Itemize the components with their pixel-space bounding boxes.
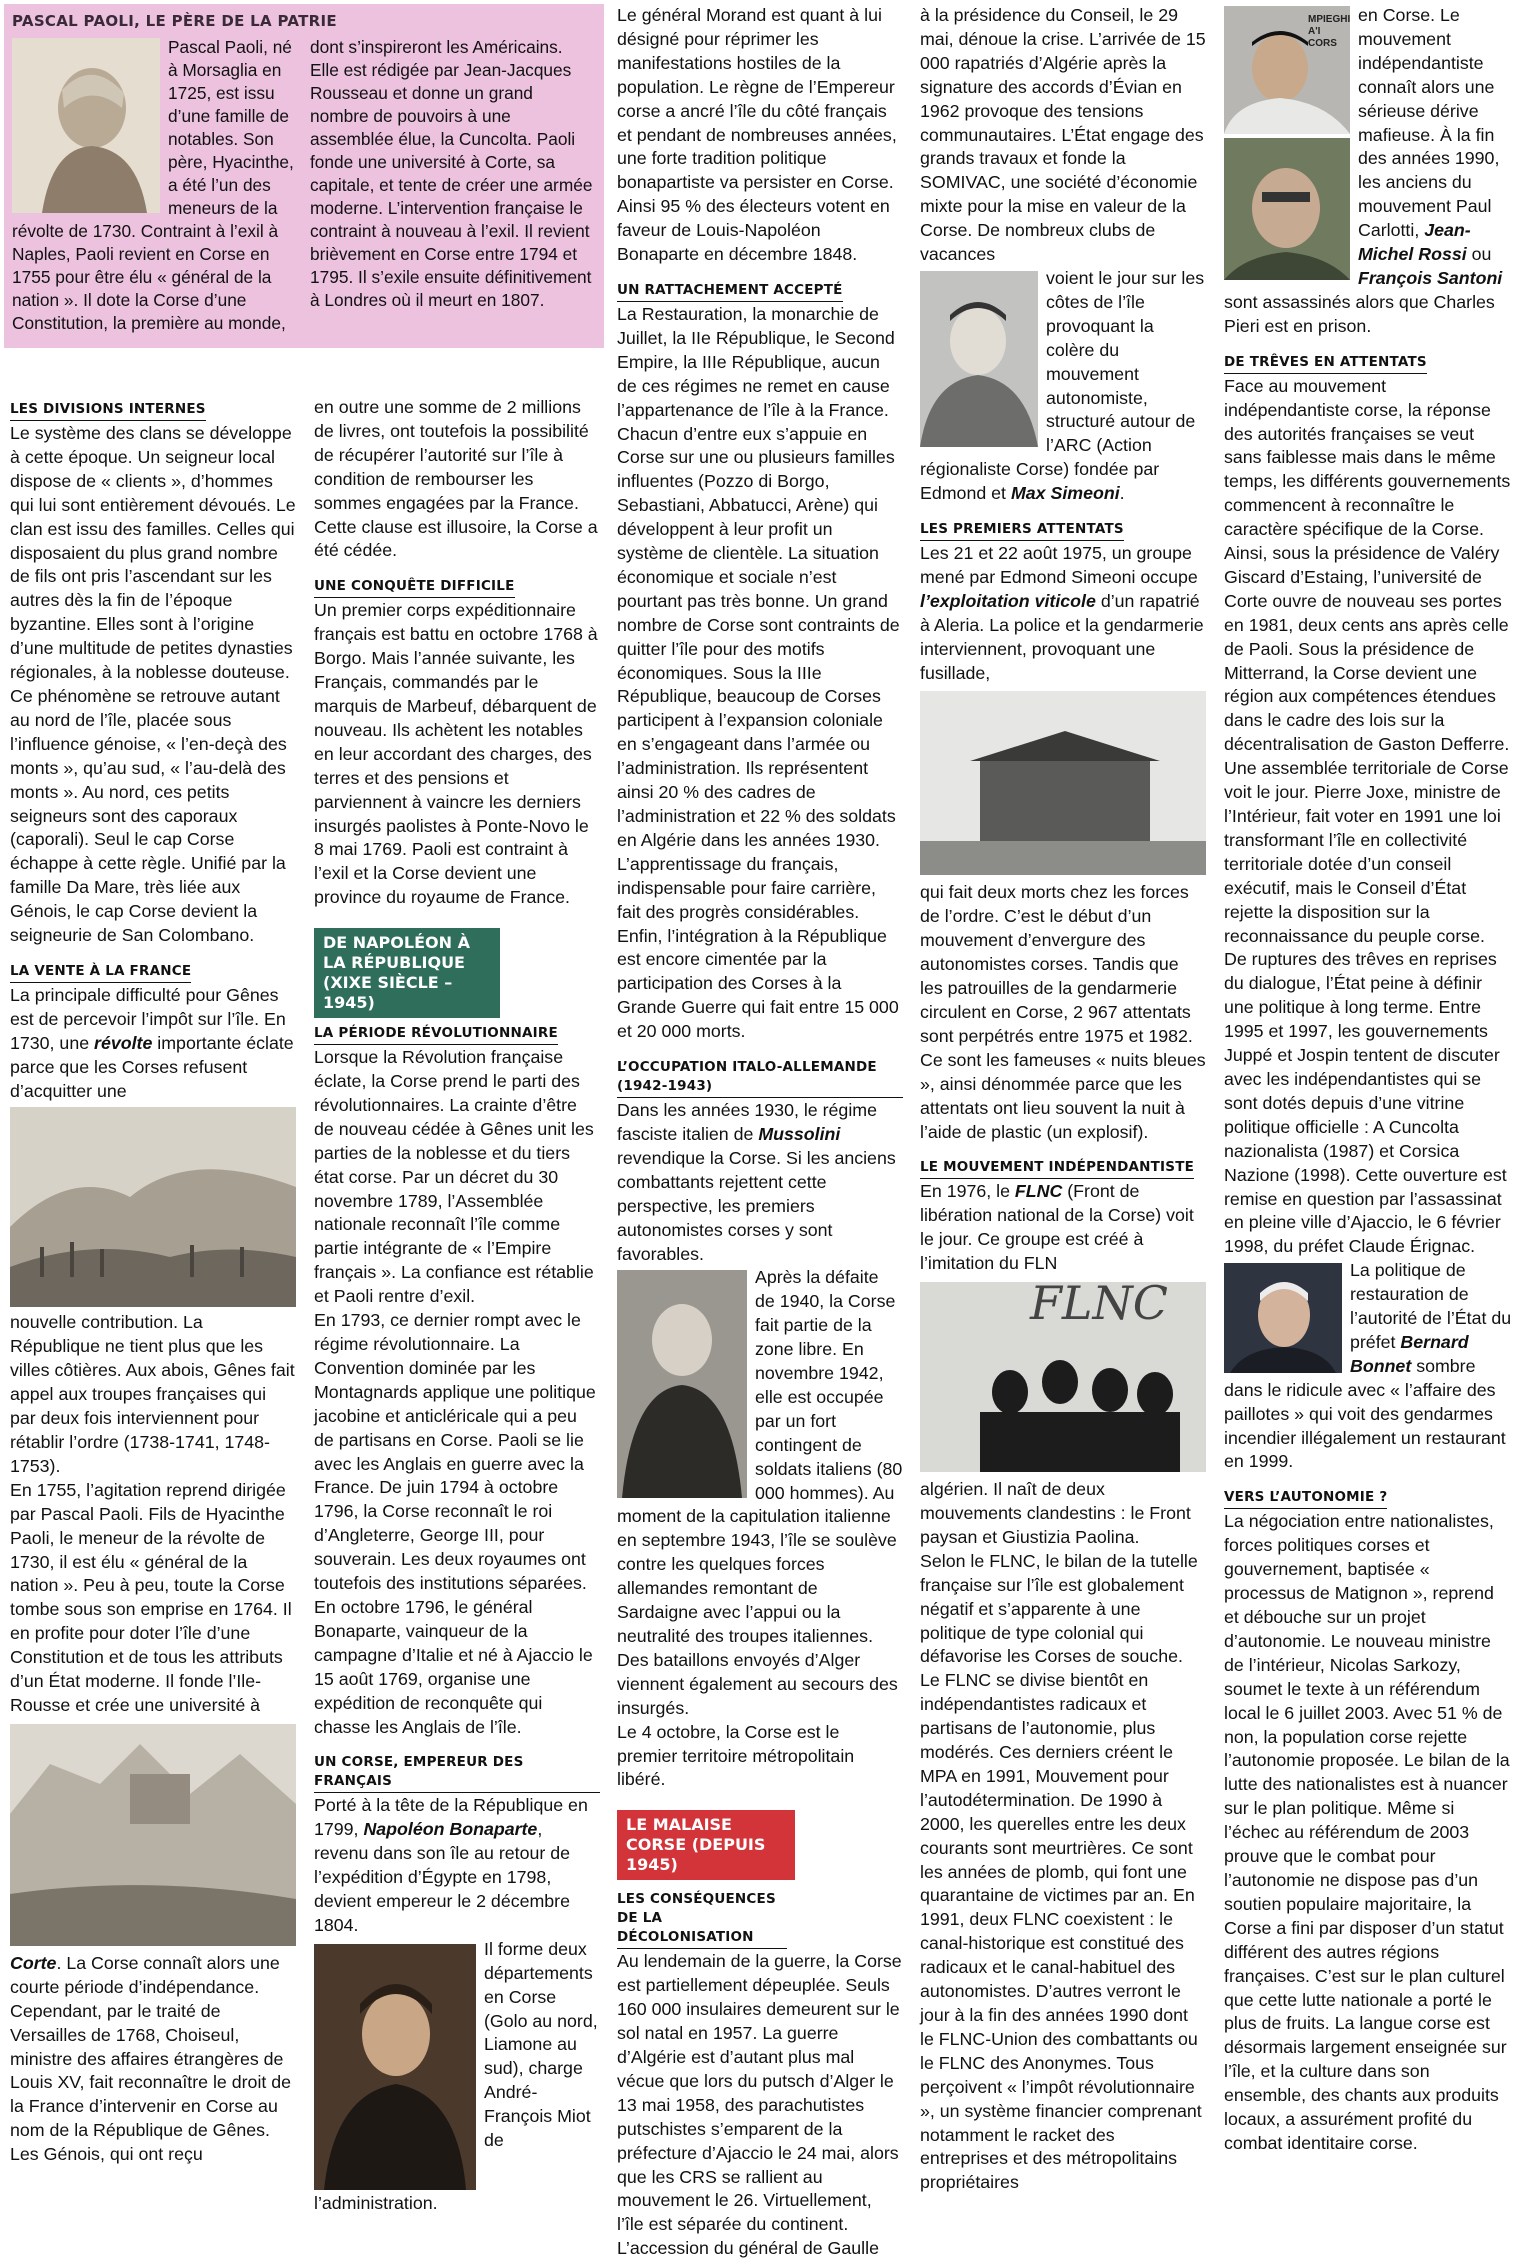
paragraph: Le 4 octobre, la Corse est le premier territoire métropolitain libéré. — [617, 1721, 855, 1790]
paragraph: Face au mouvement indépendantiste corse, la réponse des autorités françaises se veut sans faiblesse mais dans le même temps, les différents gouvernements commencent à reconnaître le caractère spécifique de la Corse. Ainsi, sous la présidence de Valéry Giscard d’Estaing, l’université de Corte ouvre de nouveau ses portes en 1981, deux cents ans après celle de Paoli. Sous la présidence de Mitterrand, la Corse devient une région aux compétences étendues dans le cadre des lois sur la décentralisation de Gaston Defferre. Une assemblée territoriale de Corse voit le jour. Pierre Joxe, ministre de l’Intérieur, fait voter en 1991 une loi transformant l’île en collectivité territoriale dotée d’un conseil exécutif, mais le Conseil d’État rejette la disposition sur la reconnaissance du peuple corse. — [1224, 375, 1511, 946]
flnc-photo — [920, 1276, 1206, 1472]
heading-premiers-attentats: LES PREMIERS ATTENTATS — [920, 520, 1124, 541]
paragraph: algérien. Il naît de deux mouvements clandestins : le Front paysan et Giustizia Paolina. — [920, 1479, 1191, 1547]
heading-divisions-internes: LES DIVISIONS INTERNES — [10, 400, 206, 421]
heading-corse-empereur: UN CORSE, EMPEREUR DES FRANÇAIS — [314, 1753, 600, 1793]
paragraph: Corte. La Corse connaît alors une courte période d’indépendance. Cependant, par le traité de Versailles de 1768, Choiseul, ministre des affaires étrangères de Louis XV, fait reconnaître le droit de la France d’intervenir en Corse au nom de la République de Gênes. Les Génois, qui ont reçu — [10, 1952, 292, 2165]
paoli-portrait — [12, 38, 160, 213]
santoni-photo — [1224, 6, 1350, 134]
paragraph: Un premier corps expéditionnaire français est battu en octobre 1768 à Borgo. Mais l’année suivante, les Français, commandés par le marquis de Marbeuf, débarquent de nouveau. Ils achètent les notables en leur accordant des charges, des terres et des pensions et parviennent à vaincre les derniers insurgés paolistes à Ponte-Novo le 8 mai 1769. Paoli est contraint à l’exil et la Corse devient une province du royaume de France. — [314, 600, 598, 908]
paragraph: Le système des clans se développe à cette époque. Un seigneur local dispose de « clients », d’hommes qui lui sont entièrement dévoués. Le clan est issu des familles. Celles qui disposaient du plus grand nombre de fils ont pris l’ascendant sur les autres dès la fin de l’époque byzantine. Elles sont à l’origine d’une multitude de petites dynasties régionales, à la noblesse douteuse. Ce phénomène se retrouve autant au nord de l’île, placée sous l’influence génoise, « l’en-deçà des monts », qu’au sud, « l’au-delà des monts ». Au nord, ces petits seigneurs sont des caporaux (caporali). Seul le cap Corse échappe à cette règle. Unifié par la famille Da Mare, très liée aux Génois, le cap Corse devient la seigneurie de San Colombano. — [10, 423, 296, 946]
simeoni-photo — [920, 271, 1038, 447]
paragraph: Il forme deux départements en Corse (Golo au nord, Liamone au sud), charge André-François Miot de l’administration. — [314, 1938, 598, 2213]
paragraph: En octobre 1796, le général Bonaparte, vainqueur de la campagne d’Italie et né à Ajaccio le 15 août 1769, organise une expédition de reconquête qui chasse les Anglais de l’île. — [314, 1596, 593, 1737]
paragraph: voient le jour sur les côtes de l’île provoquant la colère du mouvement autonomiste, structuré autour de l’ARC (Action régionaliste Corse) fondée par Edmond et Max Simeoni. — [920, 267, 1205, 504]
paragraph: en Corse. Le mouvement indépendantiste connaît alors une sérieuse dérive mafieuse. À la fin des années 1990, les anciens du mouvement Paul Carlotti, Jean-Michel Rossi ou François Santoni sont assassinés alors que Charles Pieri est en prison. — [1224, 5, 1503, 336]
heading-vente-france: LA VENTE À LA FRANCE — [10, 962, 191, 983]
mussolini-photo — [617, 1270, 747, 1498]
paragraph: nouvelle contribution. La République ne tient plus que les villes côtières. Aux abois, Gênes fait appel aux troupes françaises qui par deux fois interviennent pour rétablir l’ordre (1738-1741, 1748-1753). — [10, 1312, 295, 1476]
column-4 — [920, 4, 1206, 2193]
paragraph: La négociation entre nationalistes, forces politiques corses et gouvernement, baptisée « processus de Matignon », reprend et débouche sur un projet d’autonomie. Le nouveau ministre de l’intérieur, Nicolas Sarkozy, soumet le texte à un référendum local le 6 juillet 2003. Avec 51 % de non, la population corse rejette l’autonomie proposée. Le bilan de la lutte des nationalistes est à nuancer sur le plan politique. Même si l’échec au référendum de 2003 prouve que le combat pour l’autonomie ne dispose pas d’un soutien populaire majoritaire, la Corse a fini par disposer d’un statut différent des autres régions françaises. C’est sur le plan culturel que cette lutte nationale a porté le plus de fruits. La langue corse est désormais largement enseignée sur l’île, et la culture dans son ensemble, des chants aux produits locaux, a assurément profité du combat identitaire corse. — [1224, 1511, 1510, 2153]
engraving-revolt — [10, 1107, 296, 1307]
heading-mouvement-independantiste: LE MOUVEMENT INDÉPENDANTISTE — [920, 1158, 1194, 1179]
paragraph: Porté à la tête de la République en 1799, Napoléon Bonaparte, revenu dans son île au retour de l’expédition d’Égypte en 1798, devient empereur le 2 décembre 1804. — [314, 1795, 588, 1935]
paragraph: qui fait deux morts chez les forces de l’ordre. C’est le début d’un mouvement d’envergure des autonomistes corses. Tandis que les patrouilles de la gendarmerie circulent en Corse, 2 967 attentats sont perpétrés entre 1975 et 1982. Ce sont les fameuses « nuits bleues », ainsi dénommée parce que les attentats ont lieu souvent la nuit à l’aide de plastic (un explosif). — [920, 882, 1206, 1142]
paragraph: La Restauration, la monarchie de Juillet, la IIe République, le Second Empire, la IIIe République, aucun de ces régimes ne remet en cause l’appartenance de l’île à la France. Chacun d’entre eux s’appuie en Corse sur une ou plusieurs familles influentes (Pozzo di Borgo, Sebastiani, Abbatucci, Arène) qui développent à leur profit un système de clientèle. La situation économique et sociale n’est pourtant pas très bonne. Un grand nombre de Corse sont contraints de quitter l’île pour des motifs économiques. Sous la IIIe République, beaucoup de Corses participent à l’expansion coloniale en s’engageant dans l’armée ou l’administration. Ils représentent ainsi 20 % des cadres de l’administration et 22 % des soldats en Algérie dans les années 1930. L’apprentissage du français, indispensable pour faire carrière, fait des progrès considérables. Enfin, l’intégration à la République est encore cimentée par la participation des Corses à la Grande Guerre qui fait entre 15 000 et 20 000 morts. — [617, 303, 900, 1042]
heading-vers-autonomie: VERS L’AUTONOMIE ? — [1224, 1488, 1387, 1509]
paragraph: Selon le FLNC, le bilan de la tutelle française sur l’île est globalement négatif et s’apparente à une politique de type colonial qui défavorise les Corses de souche. — [920, 1550, 1198, 1667]
paragraph: Au lendemain de la guerre, la Corse est partiellement dépeuplée. Seuls 160 000 insulaires demeurent sur le sol natal en 1957. La guerre d’Algérie est d’autant plus mal vécue que lors du putsch d’Alger le 13 mai 1958, des parachutistes putschistes s’emparent de la préfecture d’Ajaccio le 24 mai, alors que les CRS se rallient au mouvement le 26. Virtuellement, l’île est séparée du continent. L’accession du général de Gaulle — [617, 1951, 902, 2259]
column-1 — [10, 396, 296, 2165]
rossi-photo — [1224, 138, 1350, 280]
paragraph: Les 21 et 22 août 1975, un groupe mené par Edmond Simeoni occupe l’exploitation viticole d’un rapatrié à Aleria. La police et la gendarmerie interviennent, provoquant une fusillade, — [920, 543, 1204, 683]
paragraph: La politique de restauration de l’autorité de l’État du préfet Bernard Bonnet sombre dans le ridicule avec « l’affaire des paillotes » qui voit des gendarmes incendier illégalement un restaurant en 1999. — [1224, 1260, 1512, 1472]
engraving-corte — [10, 1724, 296, 1946]
section-box-malaise: LE MALAISE CORSE (DEPUIS 1945) — [617, 1810, 795, 1880]
paoli-box-text: Pascal Paoli, né à Morsaglia en 1725, est issu d’une famille de notables. Son père, Hyacinthe, a été l’un des meneurs de la révolte de 1730. Contraint à l’exil à Naples, Paoli revient en Corse en 1755 pour être élu « général de la nation ». Il dote la Corse d’une Constitution, la première au monde, dont s’inspireront les Américains. Elle est rédigée par Jean-Jacques Rousseau et donne un grand nombre de pouvoirs à une assemblée élue, la Cuncolta. Paoli fonde une université à Corte, sa capitale, et tente de créer une armée moderne. L’intervention française le contraint à nouveau à l’exil. Il revient brièvement en Corse entre 1794 et 1795. Il s’exile ensuite définitivement à Londres où il meurt en 1807. — [12, 37, 593, 333]
column-5 — [1224, 4, 1512, 2153]
aleria-photo — [920, 691, 1206, 875]
paragraph: Dans les années 1930, le régime fasciste italien de Mussolini revendique la Corse. Si les anciens combattants rejettent cette perspective, les premiers autonomistes corses y sont favorables. — [617, 1100, 896, 1264]
paoli-box — [4, 4, 604, 348]
paragraph: De ruptures des trêves en reprises du dialogue, l’État peine à définir une politique à long terme. Entre 1995 et 1997, les gouvernements Juppé et Jospin tentent de discuter avec les indépendantistes qui se sont dotés depuis d’une vitrine politique officielle : A Cuncolta nazionalista (1987) et Corsica Nazione (1998). Cette ouverture est remise en question par l’assassinat en pleine ville d’Ajaccio, le 6 février 1998, du préfet Claude Érignac. — [1224, 949, 1507, 1257]
column-2 — [314, 396, 600, 2213]
paragraph: Le général Morand est quant à lui désigné pour réprimer les manifestations hostiles de la population. Le règne de l’Empereur corse a ancré l’île du côté français et pendant de nombreuses années, une forte tradition politique bonapartiste va persister en Corse. Ainsi 95 % des électeurs votent en faveur de Louis-Napoléon Bonaparte en décembre 1848. — [617, 5, 897, 265]
napoleon-portrait — [314, 1944, 476, 2190]
heading-periode-revolutionnaire: LA PÉRIODE RÉVOLUTIONNAIRE — [314, 1024, 558, 1045]
paragraph: En 1793, ce dernier rompt avec le régime révolutionnaire. La Convention dominée par les Montagnards applique une politique jacobine et anticléricale qui a peu de partisans en Corse. Paoli se lie avec les Anglais en guerre avec la France. De juin 1794 à octobre 1796, la Corse reconnaît le roi d’Angleterre, George III, pour souverain. Les deux royaumes ont toutefois des institutions séparées. — [314, 1310, 596, 1594]
paragraph: Après la défaite de 1940, la Corse fait partie de la zone libre. En novembre 1942, elle est occupée par un fort contingent de soldats italiens (80 000 hommes). Au moment de la capitulation italienne en septembre 1943, l’île se soulève contre les quelques forces allemandes remontant de Sardaigne avec l’appui ou la neutralité des troupes italiennes. Des bataillons envoyés d’Alger viennent également au secours des insurgés. — [617, 1267, 903, 1718]
heading-decolonisation: LES CONSÉQUENCES DE LA DÉCOLONISATION — [617, 1890, 787, 1949]
heading-treves-attentats: DE TRÊVES EN ATTENTATS — [1224, 353, 1427, 374]
paragraph: La principale difficulté pour Gênes est de percevoir l’impôt sur l’île. En 1730, une révolte importante éclate parce que les Corses refusent d’acquitter une — [10, 984, 294, 1101]
banner-text: MPIEGHI A'I CORS — [1308, 14, 1351, 49]
paragraph: à la présidence du Conseil, le 29 mai, dénoue la crise. L’arrivée de 15 000 rapatriés d’Algérie après la signature des accords d’Évian en 1962 provoque des tensions communautaires. L’État engage des grands travaux et fonde la SOMIVAC, une société d’économie mixte pour la mise en valeur de la Corse. De nombreux clubs de vacances — [920, 5, 1206, 265]
paoli-box-title: PASCAL PAOLI, LE PÈRE DE LA PATRIE — [12, 12, 337, 30]
paragraph: en outre une somme de 2 millions de livres, ont toutefois la possibilité de récupérer l’autorité sur l’île à condition de rembourser les sommes engagées par la France. Cette clause est illusoire, la Corse a été cédée. — [314, 397, 598, 561]
paragraph: En 1755, l’agitation reprend dirigée par Pascal Paoli. Fils de Hyacinthe Paoli, le meneur de la révolte de 1730, il est élu « général de la nation ». Peu à peu, toute la Corse tombe sous son emprise en 1764. Il en profite pour doter l’île d’une Constitution et de tous les attributs d’un État moderne. Il fonde l’Ile-Rousse et crée une université à — [10, 1479, 292, 1715]
paragraph: En 1976, le FLNC (Front de libération national de la Corse) voit le jour. Ce groupe est créé à l’imitation du FLN — [920, 1181, 1194, 1274]
heading-occupation: L’OCCUPATION ITALO-ALLEMANDE (1942-1943) — [617, 1058, 903, 1098]
flnc-graffiti: FLNC — [1030, 1276, 1168, 1331]
section-box-napoleon: DE NAPOLÉON À LA RÉPUBLIQUE (XIXE SIÈCLE – 1945) — [314, 928, 500, 1018]
heading-conquete-difficile: UNE CONQUÊTE DIFFICILE — [314, 577, 515, 598]
heading-rattachement: UN RATTACHEMENT ACCEPTÉ — [617, 281, 843, 302]
bonnet-photo — [1224, 1263, 1342, 1373]
column-3 — [617, 4, 903, 2259]
paragraph: Lorsque la Révolution française éclate, la Corse prend le parti des révolutionnaires. La crainte d’être de nouveau cédée à Gênes unit les parties de la noblesse et du tiers état corse. Par un décret du 30 novembre 1789, l’Assemblée nationale reconnaît l’île comme partie intégrante de « l’Empire français ». La confiance est rétablie et Paoli rentre d’exil. — [314, 1047, 594, 1307]
paragraph: Le FLNC se divise bientôt en indépendantistes radicaux et partisans de l’autonomie, plus modérés. Ces derniers créent le MPA en 1991, Mouvement pour l’autodétermination. De 1990 à 2000, les querelles entre les deux courants sont meurtrières. Ce sont les années de plomb, qui font une quarantaine de victimes par an. En 1991, deux FLNC coexistent : le canal-historique est constitué des radicaux et le canal-habituel des autonomistes. D’autres verront le jour à la fin des années 1990 dont le FLNC-Union des combattants ou le FLNC des Anonymes. Tous perçoivent « l’impôt révolutionnaire », un système financier comprenant notamment le racket des entreprises et des métropolitains propriétaires — [920, 1670, 1202, 2193]
